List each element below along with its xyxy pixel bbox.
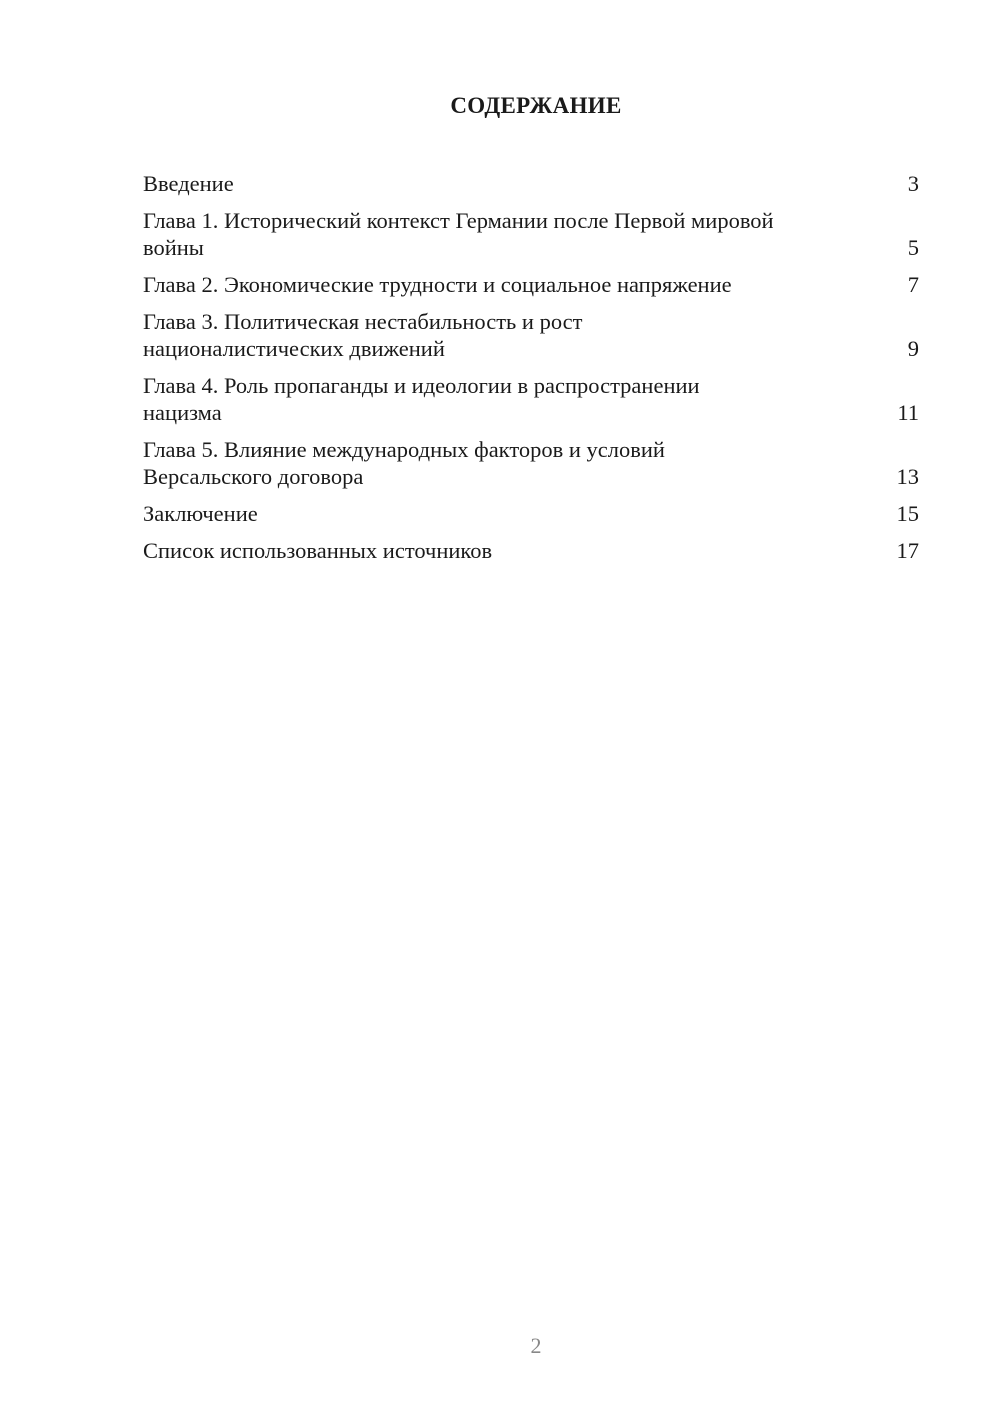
- page-number: 2: [530, 1333, 542, 1358]
- toc-entry-page: 7: [907, 272, 919, 297]
- toc-entry-page: 9: [907, 336, 919, 361]
- toc-entry-page: 3: [907, 171, 919, 196]
- toc-entry-chapter-5: [143, 436, 919, 490]
- toc-entry-text: Глава 3. Политическая нестабильность и рост националистических движений: [143, 309, 583, 361]
- toc-entry-references: [143, 537, 919, 564]
- toc-list: [143, 170, 919, 574]
- toc-entry-text: Введение: [143, 171, 234, 196]
- toc-entry-page: 15: [896, 501, 919, 526]
- toc-entry-chapter-3: [143, 308, 919, 362]
- toc-entry-page: 5: [907, 235, 919, 260]
- toc-entry-text: Глава 2. Экономические трудности и социальное напряжение: [143, 272, 732, 297]
- toc-entry-text: Список использованных источников: [143, 538, 493, 563]
- toc-entry-chapter-1: [143, 207, 919, 261]
- toc-entry-page: 11: [897, 400, 919, 425]
- toc-entry-text: Глава 1. Исторический контекст Германии после Первой мировой войны: [143, 208, 774, 260]
- toc-title: СОДЕРЖАНИЕ: [450, 93, 622, 118]
- toc-entry-text: Глава 5. Влияние международных факторов и условий Версальского договора: [143, 437, 665, 489]
- toc-entry-text: Глава 4. Роль пропаганды и идеологии в распространении нацизма: [143, 373, 700, 425]
- toc-entry-chapter-4: [143, 372, 919, 426]
- toc-entry-introduction: [143, 170, 919, 197]
- toc-entry-page: 17: [896, 538, 919, 563]
- toc-entry-text: Заключение: [143, 501, 258, 526]
- toc-entry-chapter-2: [143, 271, 919, 298]
- toc-entry-conclusion: [143, 500, 919, 527]
- toc-entry-page: 13: [896, 464, 919, 489]
